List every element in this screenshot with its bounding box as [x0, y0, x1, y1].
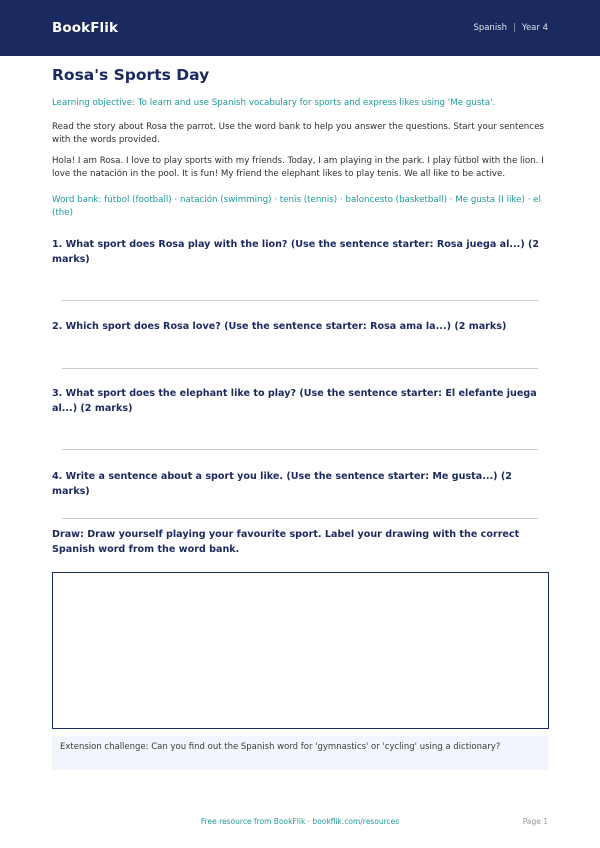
meta-separator: |: [513, 23, 516, 33]
footer-text[interactable]: Free resource from BookFlik · bookflik.com/resources: [200, 817, 400, 826]
answer-line-q3[interactable]: [62, 449, 538, 450]
page-number: Page 1: [522, 817, 548, 826]
extension-text: Extension challenge: Can you find out the Spanish word for 'gymnastics' or 'cycling' using a dictionary?: [60, 742, 501, 752]
question-2: 2. Which sport does Rosa love? (Use the sentence starter: Rosa ama la...) (2 marks): [52, 321, 507, 332]
page-title: Rosa's Sports Day: [52, 66, 210, 84]
learning-objective: Learning objective: To learn and use Spanish vocabulary for sports and express likes using 'Me gusta'.: [52, 98, 496, 108]
answer-line-q2[interactable]: [62, 368, 538, 369]
draw-prompt: Draw: Draw yourself playing your favourite sport. Label your drawing with the correct Spanish word from the word bank.: [52, 529, 520, 555]
year-label: Year 4: [521, 23, 548, 33]
answer-line-q1[interactable]: [62, 300, 538, 301]
word-bank: Word bank: fútbol (football) · natación (swimming) · tenis (tennis) · baloncesto (basketball) · Me gusta (I like) · el (the): [52, 195, 541, 219]
extension-challenge: [52, 736, 549, 770]
instructions: Read the story about Rosa the parrot. Use the word bank to help you answer the questions. Start your sentences with the words provided.: [52, 122, 544, 146]
header-meta: [473, 23, 548, 33]
footer-credit[interactable]: [0, 817, 600, 826]
question-3: 3. What sport does the elephant like to play? (Use the sentence starter: El elefante juega al...) (2 marks): [52, 388, 537, 414]
subject-label: Spanish: [473, 23, 508, 33]
drawing-box[interactable]: [52, 572, 549, 729]
answer-line-q4[interactable]: [62, 518, 538, 519]
story-text: Hola! I am Rosa. I love to play sports with my friends. Today, I am playing in the park. I play fútbol with the lion. I love the natación in the pool. It is fun! My friend the elephant likes to play tenis. We all like to be active.: [52, 156, 544, 180]
header-bar: [0, 0, 600, 56]
brand-logo[interactable]: BookFlik: [52, 20, 119, 36]
question-4: 4. Write a sentence about a sport you like. (Use the sentence starter: Me gusta...) (2 marks): [52, 471, 512, 497]
question-1: 1. What sport does Rosa play with the lion? (Use the sentence starter: Rosa juega al...) (2 marks): [52, 239, 540, 265]
